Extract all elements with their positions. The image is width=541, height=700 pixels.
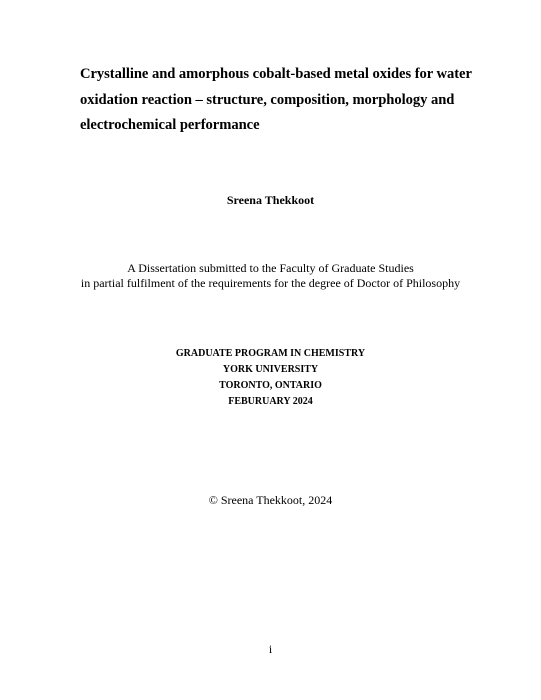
- title-line: oxidation reaction – structure, composition, morphology and: [80, 91, 455, 108]
- page-number: i: [268, 642, 273, 656]
- copyright-notice: © Sreena Thekkoot, 2024: [208, 493, 333, 507]
- university-name: YORK UNIVERSITY: [222, 364, 319, 375]
- submission-date: FEBURUARY 2024: [228, 396, 313, 407]
- program-block: [0, 346, 541, 410]
- title-line: electrochemical performance: [80, 117, 260, 133]
- program-name: GRADUATE PROGRAM IN CHEMISTRY: [175, 348, 366, 359]
- submission-line: in partial fulfilment of the requirements for the degree of Doctor of Philosophy: [80, 276, 461, 290]
- dissertation-title: [80, 62, 480, 139]
- title-line: Crystalline and amorphous cobalt-based metal oxides for water: [80, 66, 472, 82]
- author-name: Sreena Thekkoot: [226, 193, 315, 207]
- location: TORONTO, ONTARIO: [219, 380, 322, 391]
- submission-statement: [0, 261, 541, 291]
- submission-line: A Dissertation submitted to the Faculty of Graduate Studies: [127, 261, 414, 275]
